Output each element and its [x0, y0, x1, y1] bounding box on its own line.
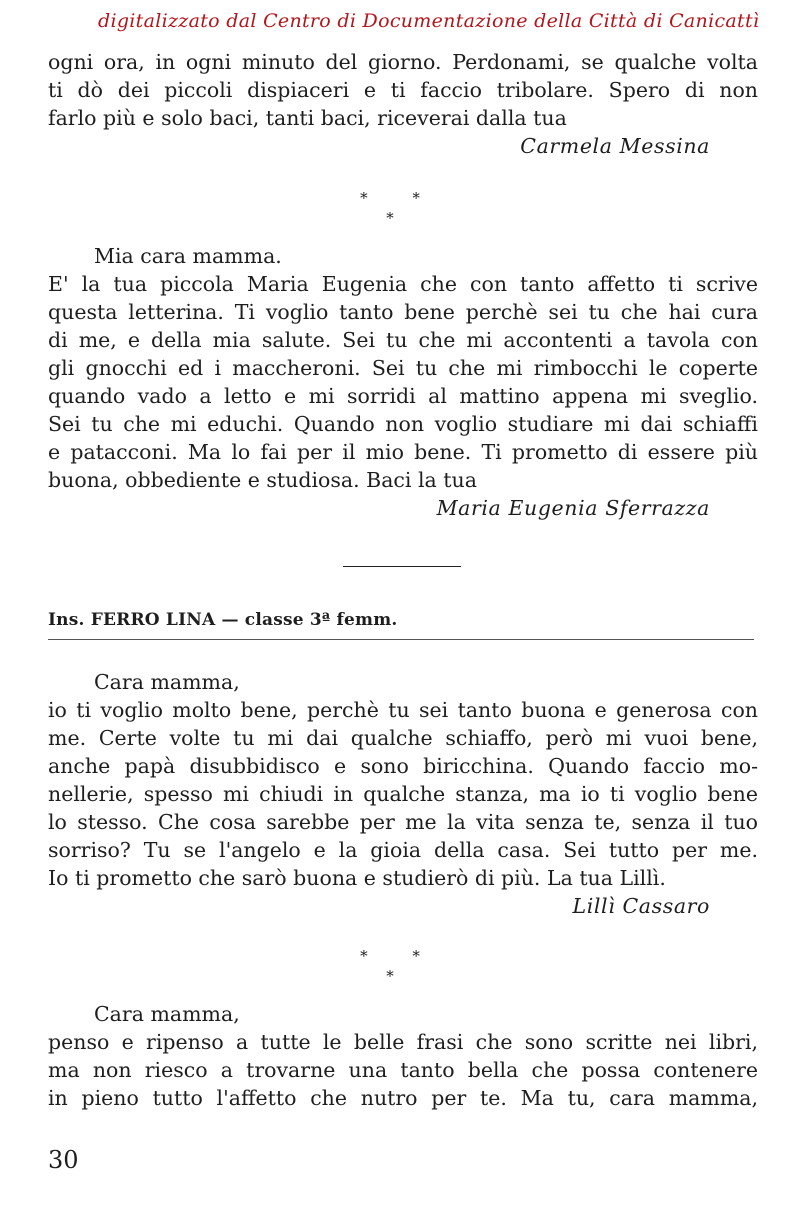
letter3-line-5: lo stesso. Che cosa sarebbe per me la vita senza te, senza il tuo: [48, 810, 758, 834]
letter3-line-1: io ti voglio molto bene, perchè tu sei tanto buona e generosa con: [48, 698, 758, 722]
letter2-line-7: e patacconi. Ma lo fai per il mio bene. Ti prometto di essere più: [48, 440, 758, 464]
letter4-line-3: in pieno tutto l'affetto che nutro per te. Ma tu, cara mamma,: [48, 1086, 758, 1110]
letter2-greeting: Mia cara mamma.: [94, 244, 282, 268]
letter2-line-8: buona, obbediente e studiosa. Baci la tua: [48, 468, 477, 492]
section-heading: Ins. FERRO LINA — classe 3ª femm.: [48, 610, 398, 630]
letter4-line-1: penso e ripenso a tutte le belle frasi che sono scritte nei libri,: [48, 1030, 758, 1054]
separator-stars-2: * * *: [360, 947, 440, 985]
letter4-greeting: Cara mamma,: [94, 1002, 240, 1026]
letter3-line-2: me. Certe volte tu mi dai qualche schiaffo, però mi vuoi bene,: [48, 726, 758, 750]
letter2-line-3: di me, e della mia salute. Sei tu che mi accontenti a tavola con: [48, 328, 758, 352]
heading-underline: [48, 639, 754, 640]
letter2-signature: Maria Eugenia Sferrazza: [436, 496, 710, 520]
letter3-line-7: Io ti prometto che sarò buona e studierò di più. La tua Lillì.: [48, 866, 666, 890]
letter1-line-3: farlo più e solo baci, tanti baci, riceverai dalla tua: [48, 106, 567, 130]
section-divider: [343, 566, 461, 567]
letter3-signature: Lillì Cassaro: [572, 894, 710, 918]
letter2-line-6: Sei tu che mi educhi. Quando non voglio studiare mi dai schiaffi: [48, 412, 758, 436]
letter2-line-1: E' la tua piccola Maria Eugenia che con tanto affetto ti scrive: [48, 272, 758, 296]
letter3-line-4: nellerie, spesso mi chiudi in qualche stanza, ma io ti voglio bene: [48, 782, 758, 806]
page-number: 30: [48, 1146, 79, 1174]
letter3-line-3: anche papà disubbidisco e sono biricchina. Quando faccio mo-: [48, 754, 758, 778]
separator-stars-1: * * *: [360, 189, 440, 227]
letter1-signature: Carmela Messina: [520, 134, 710, 158]
letter4-line-2: ma non riesco a trovarne una tanto bella che possa contenere: [48, 1058, 758, 1082]
letter1-line-1: ogni ora, in ogni minuto del giorno. Perdonami, se qualche volta: [48, 50, 758, 74]
digitization-watermark: digitalizzato dal Centro di Documentazione della Città di Canicattì: [98, 10, 760, 32]
letter2-line-2: questa letterina. Ti voglio tanto bene perchè sei tu che hai cura: [48, 300, 758, 324]
letter2-line-4: gli gnocchi ed i maccheroni. Sei tu che mi rimbocchi le coperte: [48, 356, 758, 380]
letter3-greeting: Cara mamma,: [94, 670, 240, 694]
letter1-line-2: ti dò dei piccoli dispiaceri e ti faccio tribolare. Spero di non: [48, 78, 758, 102]
letter2-line-5: quando vado a letto e mi sorridi al mattino appena mi sveglio.: [48, 384, 758, 408]
letter3-line-6: sorriso? Tu se l'angelo e la gioia della casa. Sei tutto per me.: [48, 838, 758, 862]
